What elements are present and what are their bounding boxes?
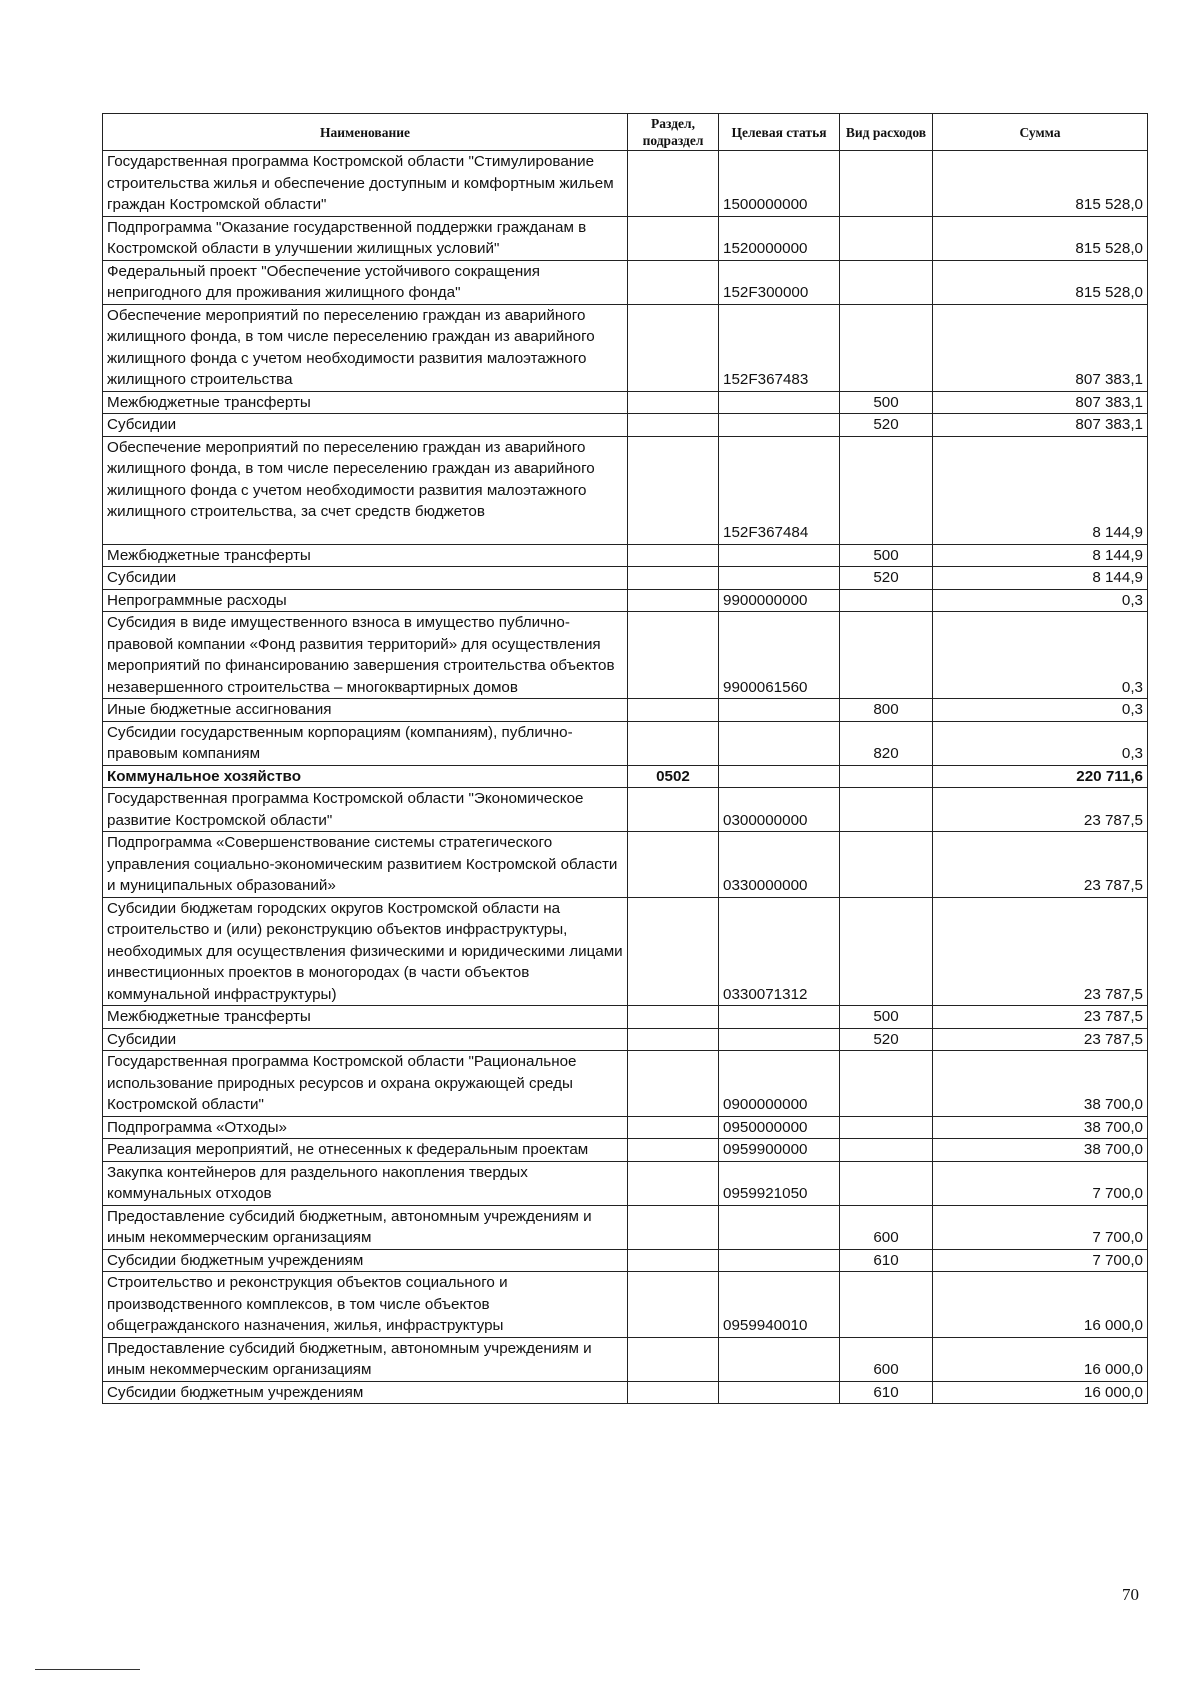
- cell-expense-type: 600: [840, 1205, 933, 1249]
- cell-expense-type: 500: [840, 391, 933, 414]
- cell-section: [628, 589, 719, 612]
- cell-section: 0502: [628, 765, 719, 788]
- cell-amount: 807 383,1: [933, 414, 1148, 437]
- cell-section: [628, 1249, 719, 1272]
- cell-target: [719, 567, 840, 590]
- cell-expense-type: 610: [840, 1249, 933, 1272]
- cell-section: [628, 1006, 719, 1029]
- cell-section: [628, 788, 719, 832]
- cell-section: [628, 1139, 719, 1162]
- cell-target: 152F300000: [719, 260, 840, 304]
- table-row: [103, 1028, 1148, 1051]
- cell-amount: 220 711,6: [933, 765, 1148, 788]
- table-row: [103, 612, 1148, 699]
- cell-section: [628, 612, 719, 699]
- table-body: [103, 151, 1148, 1404]
- cell-section: [628, 391, 719, 414]
- cell-expense-type: 500: [840, 1006, 933, 1029]
- table-row: [103, 260, 1148, 304]
- cell-target: [719, 544, 840, 567]
- table-row: [103, 765, 1148, 788]
- header-section: Раздел, подраздел: [628, 114, 719, 151]
- cell-expense-type: [840, 788, 933, 832]
- cell-amount: 8 144,9: [933, 436, 1148, 544]
- cell-target: 0900000000: [719, 1051, 840, 1117]
- cell-expense-type: [840, 1139, 933, 1162]
- cell-section: [628, 1205, 719, 1249]
- cell-section: [628, 897, 719, 1006]
- cell-expense-type: [840, 589, 933, 612]
- cell-amount: 23 787,5: [933, 832, 1148, 898]
- header-expense-type: Вид расходов: [840, 114, 933, 151]
- scan-artifact-line: [35, 1669, 140, 1670]
- table-row: [103, 151, 1148, 217]
- cell-target: 152F367484: [719, 436, 840, 544]
- cell-name: Субсидии бюджетным учреждениям: [103, 1381, 628, 1404]
- cell-section: [628, 260, 719, 304]
- table-header-row: [103, 114, 1148, 151]
- cell-name: Обеспечение мероприятий по переселению граждан из аварийного жилищного фонда, в том числе переселению граждан из аварийного жилищного фонда с учетом необходимости развития малоэтажного жилищного строительства: [103, 304, 628, 391]
- cell-amount: 7 700,0: [933, 1161, 1148, 1205]
- cell-target: [719, 765, 840, 788]
- cell-section: [628, 1051, 719, 1117]
- cell-amount: 815 528,0: [933, 216, 1148, 260]
- table-row: [103, 1006, 1148, 1029]
- cell-expense-type: [840, 897, 933, 1006]
- cell-name: Субсидия в виде имущественного взноса в имущество публично-правовой компании «Фонд развития территорий» для осуществления мероприятий по финансированию завершения строительства объектов незавершенного строительства – многоквартирных домов: [103, 612, 628, 699]
- cell-target: [719, 1028, 840, 1051]
- cell-name: Государственная программа Костромской области "Рациональное использование природных ресурсов и охрана окружающей среды Костромской области": [103, 1051, 628, 1117]
- table-row: [103, 1139, 1148, 1162]
- cell-section: [628, 721, 719, 765]
- cell-name: Государственная программа Костромской области "Стимулирование строительства жилья и обеспечение доступным и комфортным жильем граждан Костромской области": [103, 151, 628, 217]
- table-row: [103, 1337, 1148, 1381]
- cell-target: [719, 1381, 840, 1404]
- cell-name: Подпрограмма "Оказание государственной поддержки гражданам в Костромской области в улучшении жилищных условий": [103, 216, 628, 260]
- cell-name: Межбюджетные трансферты: [103, 1006, 628, 1029]
- cell-target: 0959921050: [719, 1161, 840, 1205]
- table-row: [103, 1161, 1148, 1205]
- cell-section: [628, 151, 719, 217]
- cell-section: [628, 1028, 719, 1051]
- cell-target: [719, 699, 840, 722]
- table-row: [103, 589, 1148, 612]
- cell-amount: 38 700,0: [933, 1139, 1148, 1162]
- table-row: [103, 897, 1148, 1006]
- table-row: [103, 1381, 1148, 1404]
- cell-amount: 8 144,9: [933, 567, 1148, 590]
- table-row: [103, 1051, 1148, 1117]
- cell-amount: 23 787,5: [933, 1006, 1148, 1029]
- cell-expense-type: 520: [840, 1028, 933, 1051]
- budget-table: [102, 113, 1148, 1404]
- cell-amount: 23 787,5: [933, 1028, 1148, 1051]
- cell-target: 1500000000: [719, 151, 840, 217]
- cell-expense-type: 520: [840, 567, 933, 590]
- table-row: [103, 788, 1148, 832]
- cell-section: [628, 414, 719, 437]
- cell-expense-type: [840, 1161, 933, 1205]
- cell-amount: 38 700,0: [933, 1051, 1148, 1117]
- cell-amount: 16 000,0: [933, 1337, 1148, 1381]
- cell-section: [628, 699, 719, 722]
- cell-target: [719, 1337, 840, 1381]
- cell-target: 0330000000: [719, 832, 840, 898]
- cell-target: 0330071312: [719, 897, 840, 1006]
- header-target: Целевая статья: [719, 114, 840, 151]
- cell-target: [719, 1249, 840, 1272]
- table-row: [103, 1249, 1148, 1272]
- cell-expense-type: 610: [840, 1381, 933, 1404]
- cell-section: [628, 436, 719, 544]
- cell-amount: 0,3: [933, 589, 1148, 612]
- cell-name: Субсидии бюджетным учреждениям: [103, 1249, 628, 1272]
- cell-name: Субсидии бюджетам городских округов Костромской области на строительство и (или) реконструкцию объектов инфраструктуры, необходимых для осуществления физическими и юридическими лицами инвестиционных проектов в моногородах (в части объектов коммунальной инфраструктуры): [103, 897, 628, 1006]
- cell-amount: 38 700,0: [933, 1116, 1148, 1139]
- cell-section: [628, 1116, 719, 1139]
- table-row: [103, 1116, 1148, 1139]
- cell-amount: 23 787,5: [933, 897, 1148, 1006]
- cell-amount: 807 383,1: [933, 304, 1148, 391]
- cell-target: 9900000000: [719, 589, 840, 612]
- cell-name: Обеспечение мероприятий по переселению граждан из аварийного жилищного фонда, в том числе переселению граждан из аварийного жилищного фонда с учетом необходимости развития малоэтажного жилищного строительства, за счет средств бюджетов: [103, 436, 628, 544]
- cell-amount: 815 528,0: [933, 151, 1148, 217]
- table-row: [103, 1205, 1148, 1249]
- cell-name: Непрограммные расходы: [103, 589, 628, 612]
- cell-name: Межбюджетные трансферты: [103, 544, 628, 567]
- cell-target: 0950000000: [719, 1116, 840, 1139]
- cell-amount: 23 787,5: [933, 788, 1148, 832]
- cell-target: 9900061560: [719, 612, 840, 699]
- cell-section: [628, 567, 719, 590]
- cell-target: [719, 391, 840, 414]
- cell-amount: 0,3: [933, 699, 1148, 722]
- cell-expense-type: [840, 151, 933, 217]
- cell-name: Федеральный проект "Обеспечение устойчивого сокращения непригодного для проживания жилищного фонда": [103, 260, 628, 304]
- cell-target: [719, 721, 840, 765]
- cell-target: 0300000000: [719, 788, 840, 832]
- cell-expense-type: [840, 1051, 933, 1117]
- cell-section: [628, 216, 719, 260]
- cell-name: Государственная программа Костромской области "Экономическое развитие Костромской области": [103, 788, 628, 832]
- cell-name: Предоставление субсидий бюджетным, автономным учреждениям и иным некоммерческим организациям: [103, 1337, 628, 1381]
- cell-name: Иные бюджетные ассигнования: [103, 699, 628, 722]
- cell-amount: 8 144,9: [933, 544, 1148, 567]
- cell-amount: 16 000,0: [933, 1381, 1148, 1404]
- table-row: [103, 414, 1148, 437]
- cell-amount: 7 700,0: [933, 1205, 1148, 1249]
- cell-amount: 7 700,0: [933, 1249, 1148, 1272]
- cell-amount: 16 000,0: [933, 1272, 1148, 1338]
- cell-target: 0959940010: [719, 1272, 840, 1338]
- cell-section: [628, 1337, 719, 1381]
- cell-name: Подпрограмма «Отходы»: [103, 1116, 628, 1139]
- table-row: [103, 304, 1148, 391]
- cell-expense-type: 600: [840, 1337, 933, 1381]
- cell-target: [719, 1205, 840, 1249]
- cell-target: 152F367483: [719, 304, 840, 391]
- cell-expense-type: [840, 765, 933, 788]
- cell-section: [628, 832, 719, 898]
- cell-name: Реализация мероприятий, не отнесенных к федеральным проектам: [103, 1139, 628, 1162]
- cell-expense-type: 520: [840, 414, 933, 437]
- cell-name: Субсидии государственным корпорациям (компаниям), публично-правовым компаниям: [103, 721, 628, 765]
- table-row: [103, 216, 1148, 260]
- cell-section: [628, 1381, 719, 1404]
- cell-expense-type: [840, 260, 933, 304]
- cell-expense-type: [840, 216, 933, 260]
- cell-name: Строительство и реконструкция объектов социального и производственного комплексов, в том числе объектов общегражданского назначения, жилья, инфраструктуры: [103, 1272, 628, 1338]
- cell-target: [719, 414, 840, 437]
- cell-expense-type: [840, 304, 933, 391]
- cell-name: Межбюджетные трансферты: [103, 391, 628, 414]
- cell-name: Субсидии: [103, 567, 628, 590]
- cell-expense-type: [840, 832, 933, 898]
- cell-section: [628, 544, 719, 567]
- cell-amount: 815 528,0: [933, 260, 1148, 304]
- cell-amount: 0,3: [933, 612, 1148, 699]
- cell-name: Коммунальное хозяйство: [103, 765, 628, 788]
- table-row: [103, 567, 1148, 590]
- cell-target: 1520000000: [719, 216, 840, 260]
- cell-target: 0959900000: [719, 1139, 840, 1162]
- cell-expense-type: 500: [840, 544, 933, 567]
- cell-expense-type: [840, 1272, 933, 1338]
- cell-expense-type: [840, 612, 933, 699]
- table-row: [103, 1272, 1148, 1338]
- table-row: [103, 436, 1148, 544]
- cell-section: [628, 1161, 719, 1205]
- cell-section: [628, 304, 719, 391]
- header-name: Наименование: [103, 114, 628, 151]
- cell-expense-type: [840, 436, 933, 544]
- cell-expense-type: 820: [840, 721, 933, 765]
- cell-expense-type: 800: [840, 699, 933, 722]
- cell-target: [719, 1006, 840, 1029]
- cell-expense-type: [840, 1116, 933, 1139]
- cell-amount: 807 383,1: [933, 391, 1148, 414]
- table-row: [103, 544, 1148, 567]
- page-number: 70: [1122, 1585, 1139, 1604]
- cell-name: Предоставление субсидий бюджетным, автономным учреждениям и иным некоммерческим организациям: [103, 1205, 628, 1249]
- cell-section: [628, 1272, 719, 1338]
- table-row: [103, 721, 1148, 765]
- cell-amount: 0,3: [933, 721, 1148, 765]
- table-row: [103, 391, 1148, 414]
- cell-name: Закупка контейнеров для раздельного накопления твердых коммунальных отходов: [103, 1161, 628, 1205]
- table-row: [103, 832, 1148, 898]
- table-row: [103, 699, 1148, 722]
- cell-name: Подпрограмма «Совершенствование системы стратегического управления социально-экономическим развитием Костромской области и муниципальных образований»: [103, 832, 628, 898]
- cell-name: Субсидии: [103, 414, 628, 437]
- header-amount: Сумма: [933, 114, 1148, 151]
- cell-name: Субсидии: [103, 1028, 628, 1051]
